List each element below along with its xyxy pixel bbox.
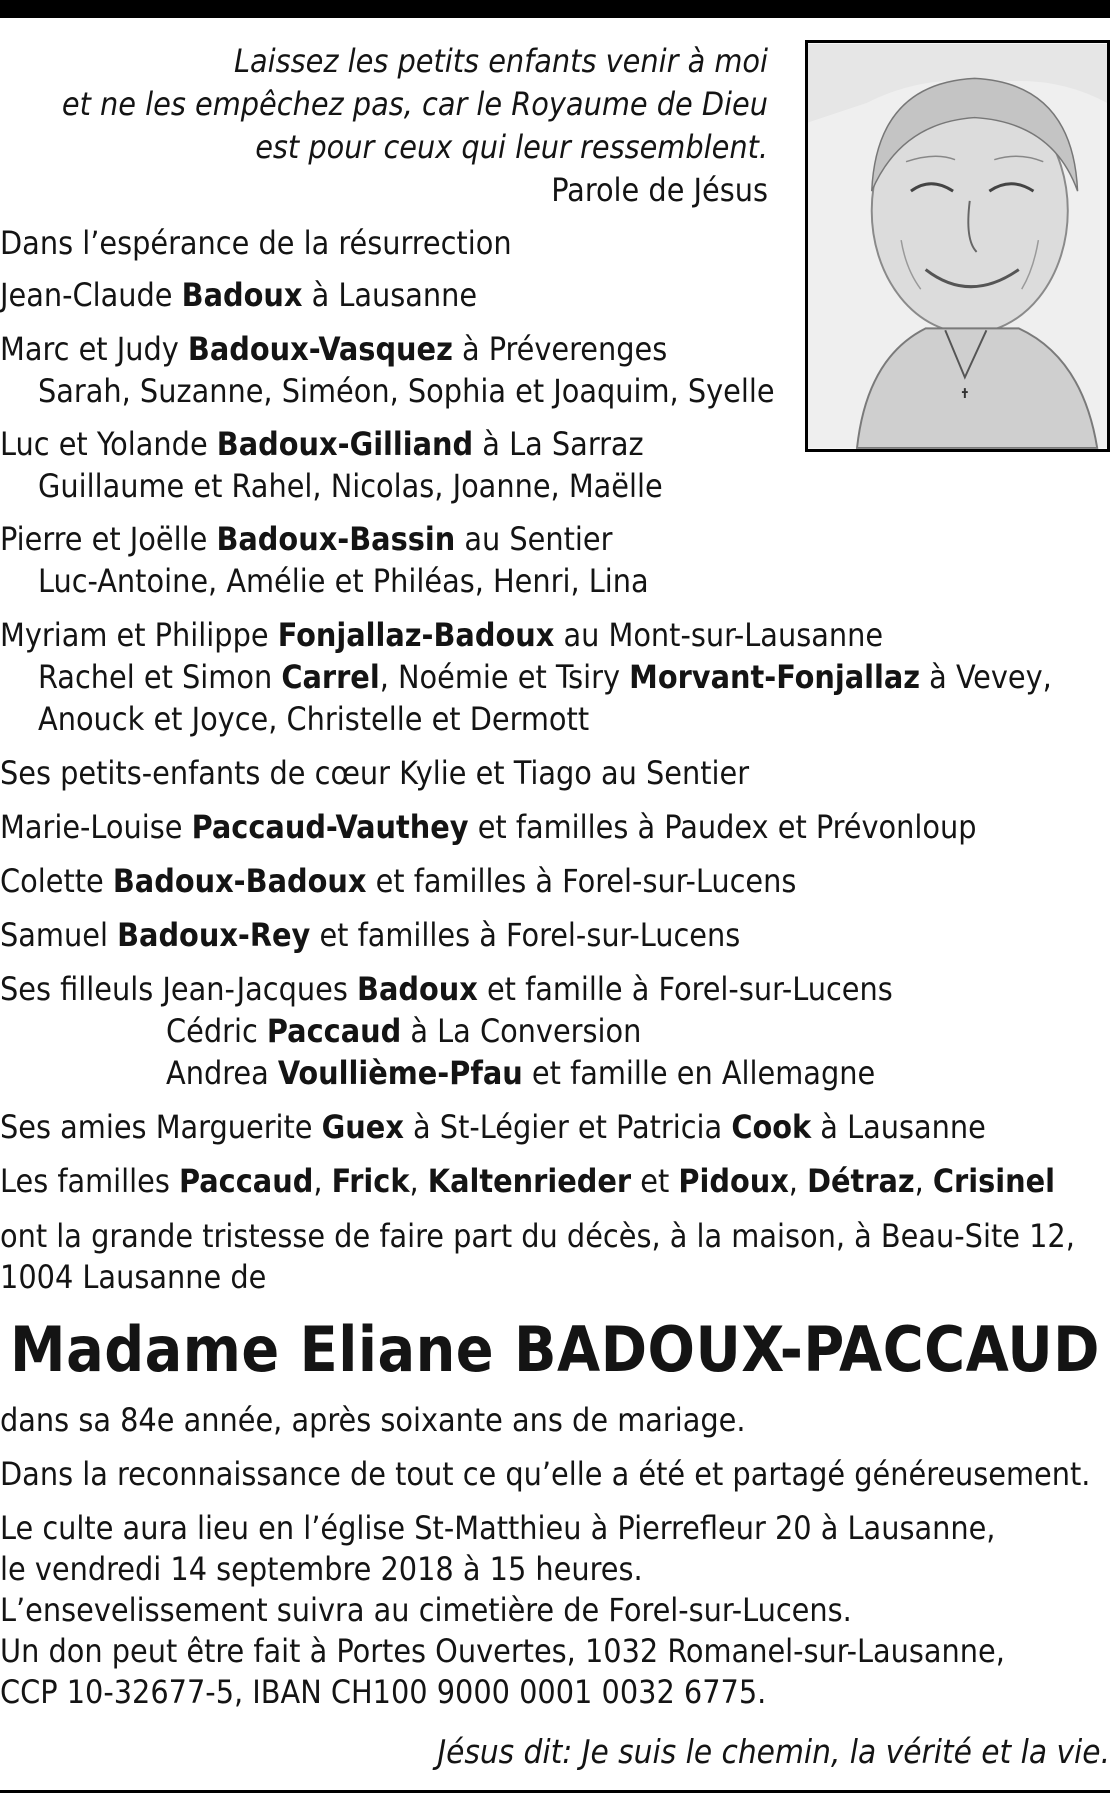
donation-line: CCP 10-32677-5, IBAN CH100 9000 0001 0032 6775.	[0, 1673, 767, 1711]
grandchildren-line: Luc-Antoine, Amélie et Philéas, Henri, Lina	[38, 562, 649, 600]
announcement-line: ont la grande tristesse de faire part du décès, à la maison, à Beau-Site 12,	[0, 1217, 1075, 1255]
quote-attribution: Parole de Jésus	[551, 171, 768, 209]
service-line: Le culte aura lieu en l’église St-Matthieu à Pierrefleur 20 à Lausanne,	[0, 1509, 996, 1547]
grandchildren-line: Sarah, Suzanne, Siméon, Sophia et Joaquim, Syelle	[38, 372, 775, 410]
deceased-name: Madame Eliane BADOUX-PACCAUD	[10, 1313, 1100, 1386]
top-border	[0, 0, 1110, 18]
family-line: Colette Badoux-Badoux et familles à Forel-sur-Lucens	[0, 862, 797, 900]
grandchildren-line: Rachel et Simon Carrel, Noémie et Tsiry Morvant-Fonjallaz à Vevey,	[38, 658, 1052, 696]
family-line: Samuel Badoux-Rey et familles à Forel-sur-Lucens	[0, 916, 741, 954]
portrait-photo	[805, 40, 1110, 452]
service-line: le vendredi 14 septembre 2018 à 15 heures.	[0, 1550, 643, 1588]
age-line: dans sa 84e année, après soixante ans de mariage.	[0, 1401, 746, 1439]
family-line: Jean-Claude Badoux à Lausanne	[0, 276, 478, 314]
intro-line: Dans l’espérance de la résurrection	[0, 224, 512, 262]
announcement-line: 1004 Lausanne de	[0, 1258, 267, 1296]
burial-line: L’ensevelissement suivra au cimetière de Forel-sur-Lucens.	[0, 1591, 852, 1629]
bottom-border	[0, 1790, 1110, 1793]
family-line: Myriam et Philippe Fonjallaz-Badoux au Mont-sur-Lausanne	[0, 616, 884, 654]
bible-quote	[0, 40, 768, 212]
quote-line: est pour ceux qui leur ressemblent.	[255, 128, 768, 166]
friends-line: Ses amies Marguerite Guex à St-Légier et Patricia Cook à Lausanne	[0, 1108, 986, 1146]
family-line: Marc et Judy Badoux-Vasquez à Préverenges	[0, 330, 668, 368]
quote-line: et ne les empêchez pas, car le Royaume de Dieu	[61, 85, 768, 123]
grandchildren-line: Guillaume et Rahel, Nicolas, Joanne, Maëlle	[38, 467, 663, 505]
closing-quote: Jésus dit: Je suis le chemin, la vérité et la vie.	[437, 1732, 1110, 1771]
family-line: Pierre et Joëlle Badoux-Bassin au Sentier	[0, 520, 613, 558]
godchildren-line: Ses filleuls Jean-Jacques Badoux et famille à Forel-sur-Lucens	[0, 970, 893, 1008]
family-line: Ses petits-enfants de cœur Kylie et Tiago au Sentier	[0, 754, 750, 792]
godchildren-line: Cédric Paccaud à La Conversion	[166, 1012, 642, 1050]
family-line: Luc et Yolande Badoux-Gilliand à La Sarraz	[0, 425, 644, 463]
godchildren-line: Andrea Voullième-Pfau et famille en Allemagne	[166, 1054, 876, 1092]
quote-line: Laissez les petits enfants venir à moi	[233, 42, 768, 80]
donation-line: Un don peut être fait à Portes Ouvertes, 1032 Romanel-sur-Lausanne,	[0, 1632, 1005, 1670]
family-line: Marie-Louise Paccaud-Vauthey et familles à Paudex et Prévonloup	[0, 808, 977, 846]
grandchildren-line: Anouck et Joyce, Christelle et Dermott	[38, 700, 590, 738]
gratitude-line: Dans la reconnaissance de tout ce qu’elle a été et partagé généreusement.	[0, 1455, 1091, 1493]
families-line: Les familles Paccaud, Frick, Kaltenrieder et Pidoux, Détraz, Crisinel	[0, 1162, 1055, 1200]
portrait-drawing-icon	[808, 43, 1107, 449]
